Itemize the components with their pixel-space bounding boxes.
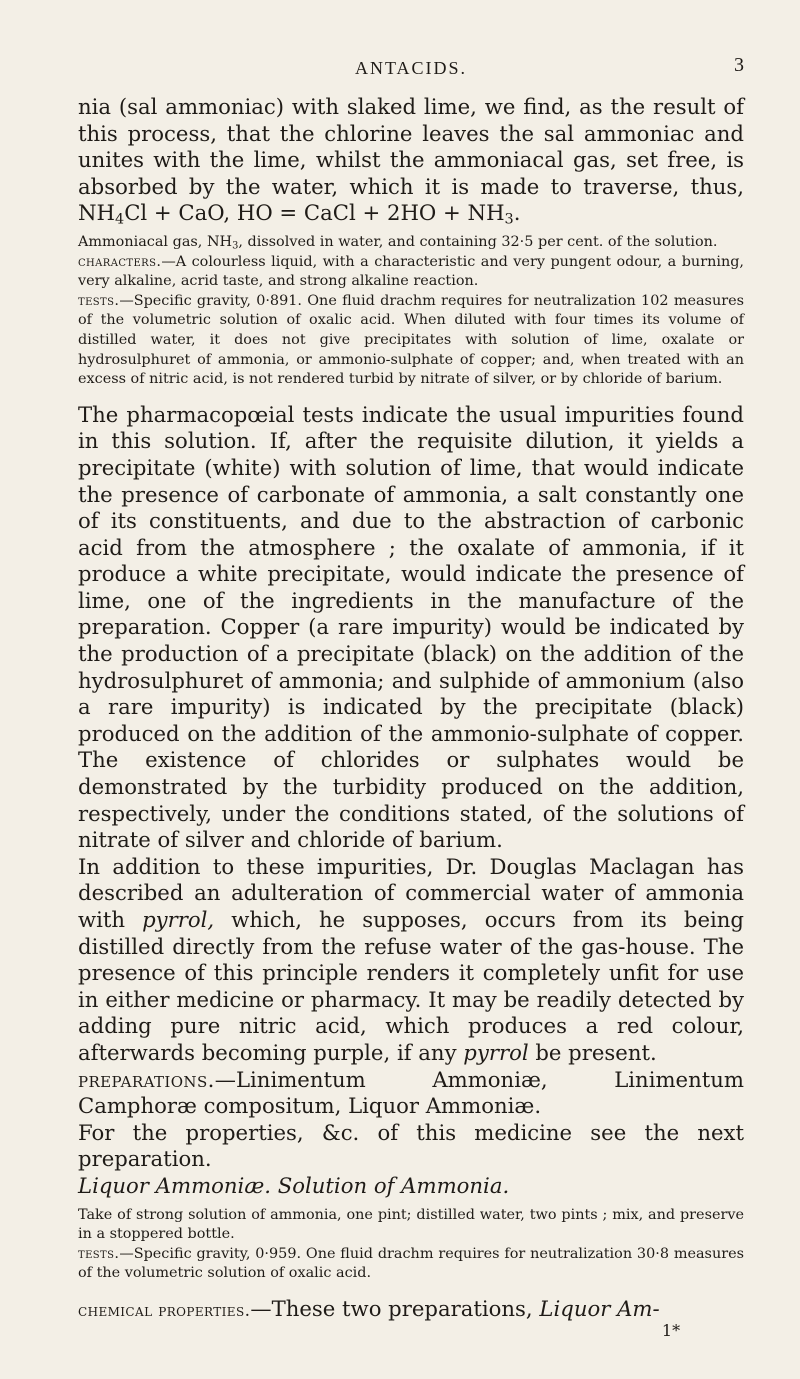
gas-text-a: Ammoniacal gas, NH (78, 233, 233, 250)
tests-1-label: tests. (78, 292, 120, 309)
tests-2-label: tests. (78, 1245, 120, 1262)
signature-mark: 1* (661, 1320, 681, 1340)
preparations-label: preparations. (78, 1066, 215, 1092)
paragraph-tests-1 (78, 292, 744, 390)
tests-1-text: —Specific gravity, 0·891. One fluid drachm requires for neutralization 102 measures of the volumetric solution of oxalic acid. When diluted with four times its volume of distilled water, it does not give precipitates with solution of lime, oxalate or hydrosulphuret of ammonia, or ammonio-sulphate of copper; and, when treated with an excess of nitric acid, is not rendered turbid by nitrate of silver, or by chloride of barium. (78, 292, 744, 388)
pyrrol-text-a: In addition to these impurities, Dr. Douglas Maclagan has described an adulteration of commercial water of ammonia with (78, 853, 744, 932)
pyrrol-text-c: be present. (528, 1039, 657, 1065)
paragraph-tests-2 (78, 1245, 744, 1284)
characters-text: —A colourless liquid, with a characteristic and very pungent odour, a burning, very alkaline, acrid taste, and strong alkaline reaction. (78, 253, 744, 290)
chemical-text: —These two preparations, (250, 1295, 540, 1321)
paragraph-take: Take of strong solution of ammonia, one pint; distilled water, two pints ; mix, and preserve in a stoppered bottle. (78, 1206, 744, 1243)
book-page (78, 54, 744, 1340)
reaction-sub-3: 3 (504, 211, 514, 228)
page-number: 3 (734, 54, 744, 76)
reaction-text-a: nia (sal ammoniac) with slaked lime, we find, as the result of this process, that the chlorine leaves the sal ammoniac and unites with the lime, whilst the ammoniacal gas, set free, is absorbed by the water, which it is made to traverse, thus, NH (78, 94, 744, 226)
paragraph-pyrrol (78, 854, 744, 1067)
paragraph-pharmacopoeial-tests: The pharmacopœial tests indicate the usual impurities found in this solution. If, after the requisite dilution, it yields a precipitate (white) with solution of lime, that would indicate the presence of carbonate of ammonia, a salt constantly one of its constituents, and due to the abstraction of carbonic acid from the atmosphere ; the oxalate of ammonia, if it produce a white precipitate, would indicate the presence of lime, one of the ingredients in the manufacture of the preparation. Copper (a rare impurity) would be indicated by the production of a precipitate (black) on the addition of the hydrosulphuret of ammonia; and sulphide of ammonium (also a rare impurity) is indicated by the precipitate (black) produced on the addition of the ammonio-sulphate of copper. The existence of chlorides or sulphates would be demonstrated by the turbidity produced on the addition, respectively, under the conditions stated, of the solutions of nitrate of silver and chloride of barium. (78, 401, 744, 853)
gas-text-b: , dissolved in water, and containing 32·5 per cent. of the solution. (238, 233, 718, 250)
paragraph-chemical-properties (78, 1296, 744, 1325)
page-header (78, 54, 744, 94)
tests-2-text: —Specific gravity, 0·959. One fluid drachm requires for neutralization 30·8 measures of the volumetric solution of oxalic acid. (78, 1245, 744, 1282)
running-head: ANTACIDS. (354, 58, 468, 78)
chemical-italic: Liquor Am- (539, 1295, 660, 1321)
paragraph-ammoniacal-gas (78, 233, 744, 253)
gas-sub: 3 (232, 240, 239, 252)
paragraph-properties: For the properties, &c. of this medicine see the next preparation. (78, 1119, 744, 1172)
section-title: Liquor Ammoniæ. Solution of Ammonia. (78, 1172, 510, 1198)
reaction-text-b: Cl + CaO, HO = CaCl + 2HO + NH (124, 200, 505, 226)
chemical-label: chemical properties. (78, 1300, 251, 1321)
pyrrol-text-b: which, he supposes, occurs from its being distilled directly from the refuse water of the gas-house. The presence of this principle renders it completely unfit for use in either medicine or pharmacy. It may be readily detected by adding pure nitric acid, which produces a red colour, afterwards becoming purple, if any (78, 907, 744, 1065)
reaction-sub-4: 4 (115, 211, 125, 228)
paragraph-reaction (78, 94, 744, 227)
pyrrol-italic-2: pyrrol (463, 1039, 529, 1065)
paragraph-characters (78, 253, 744, 292)
paragraph-preparations (78, 1067, 744, 1120)
preparations-text: —Linimentum Ammoniæ, Linimentum Camphoræ compositum, Liquor Ammoniæ. (78, 1066, 744, 1119)
reaction-text-c: . (513, 200, 521, 226)
pyrrol-italic-1: pyrrol, (142, 907, 215, 932)
characters-label: characters. (78, 253, 162, 270)
